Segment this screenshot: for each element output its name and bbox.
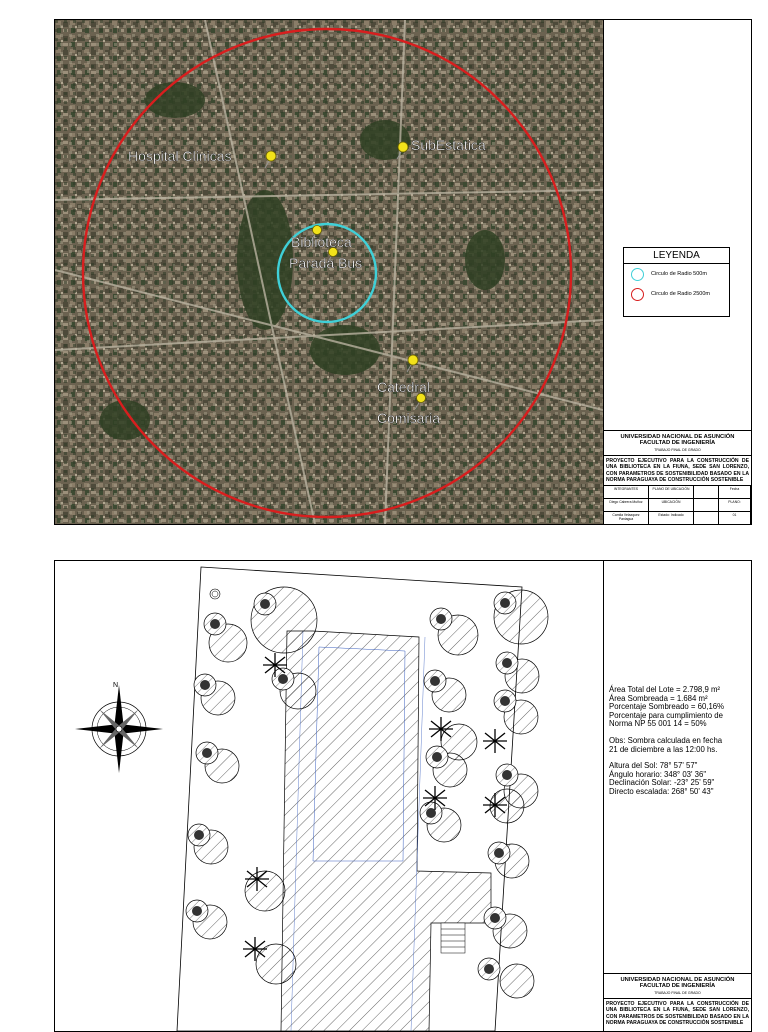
side-panel: [604, 561, 751, 1031]
obs-line-1: Obs: Sombra calculada en fecha: [609, 735, 723, 745]
norm-percentage-1: Porcentaje para cumplimiento de: [609, 710, 723, 720]
member-1: Diego Cabrera Muñoz: [604, 499, 649, 512]
university-name: UNIVERSIDAD NACIONAL DE ASUNCIÓN: [620, 434, 735, 440]
red-circle-icon: [631, 288, 644, 301]
project-title: PROYECTO EJECUTIVO PARA LA CONSTRUCCIÓN DE UNA BIBLIOTECA EN LA FIUNA, SEDE SAN LORENZO, CON PARAMETROS DE SOSTENIBILIDAD BASADO EN LA NORMA PARAGUAYA DE CONSTRUCCIÓN SOSTENIBLE: [606, 1001, 749, 1026]
hour-angle: Ángulo horario: 348° 03' 36": [609, 769, 707, 779]
solar-declination: Declinación Solar: -23° 25' 59": [609, 778, 715, 788]
title-block-grid: [604, 485, 751, 525]
title-block: [604, 973, 751, 1028]
north-arrow-icon: [75, 685, 163, 773]
area-total: Área Total del Lote = 2.798,9 m²: [609, 685, 721, 694]
legend-label: Circulo de Radio 2500m: [651, 291, 711, 297]
blank-cell: [694, 486, 719, 499]
title-block-header: [604, 974, 751, 999]
work-type: TRABAJO FINAL DE GRADO: [654, 447, 701, 452]
faculty-name: FACULTAD DE INGENIERÍA: [639, 440, 716, 447]
obs-line-2: 21 de diciembre a las 12:00 hs.: [609, 744, 718, 754]
shading-plan-sheet: [54, 560, 752, 1032]
label-cathedral: Catedral: [377, 379, 430, 395]
legend: [623, 247, 730, 317]
location-plan-sheet: [54, 19, 752, 525]
ubicacion-label: UBICACIÓN: [649, 499, 694, 512]
north-label: N: [113, 682, 119, 689]
direct-scaled: Directo escalada: 268° 50' 43": [609, 786, 714, 796]
project-title: PROYECTO EJECUTIVO PARA LA CONSTRUCCIÓN DE UNA BIBLIOTECA EN LA FIUNA, SEDE SAN LORENZO, CON PARAMETROS DE SOSTENIBILIDAD BASADO EN LA NORMA PARAGUAYA DE CONSTRUCCIÓN SOSTENIBLE: [606, 458, 749, 483]
label-library: Biblioteca: [291, 234, 352, 250]
satellite-map: [55, 20, 604, 524]
shading-notes: [609, 686, 724, 805]
norm-percentage-2: Norma NP 55 001 14 = 50%: [609, 719, 707, 729]
shaded-percentage: Porcentaje Sombreado = 60,16%: [609, 702, 725, 712]
integrantes-label: INTEGRANTES: [604, 486, 649, 499]
title-block: [604, 430, 751, 525]
sun-altitude: Altura del Sol: 78° 57' 57": [609, 761, 698, 771]
title-block-header: [604, 431, 751, 456]
member-2: Camila Velazquez Paniagua: [604, 512, 649, 525]
plano-desc: PLANO DE UBICACIÓN: [649, 486, 694, 499]
fecha-label: Fecha: [719, 486, 751, 499]
area-shaded: Área Sombreada = 1.684 m²: [609, 693, 708, 703]
label-substation: SubEstatica: [411, 137, 486, 153]
blank-cell: [694, 499, 719, 512]
site-plan-drawing: [55, 561, 604, 1031]
label-police: Comisaria: [377, 410, 441, 426]
legend-title: LEYENDA: [624, 248, 729, 264]
side-panel: [604, 20, 751, 524]
cyan-circle-icon: [631, 268, 644, 281]
label-bus-stop: Parada Bus: [289, 255, 363, 271]
estado-label: Estado: Indicado: [649, 512, 694, 525]
work-type: TRABAJO FINAL DE GRADO: [654, 990, 701, 995]
legend-label: Circulo de Radio 500m: [651, 271, 707, 277]
blank-cell: [694, 512, 719, 525]
legend-item-500m: [624, 264, 729, 284]
plano-number: 01: [719, 512, 751, 525]
label-hospital: Hospital Clinicas: [128, 148, 232, 164]
university-name: UNIVERSIDAD NACIONAL DE ASUNCIÓN: [620, 977, 735, 983]
faculty-name: FACULTAD DE INGENIERÍA: [639, 983, 716, 990]
plano-label: PLANO:: [719, 499, 751, 512]
legend-item-2500m: [624, 284, 729, 304]
